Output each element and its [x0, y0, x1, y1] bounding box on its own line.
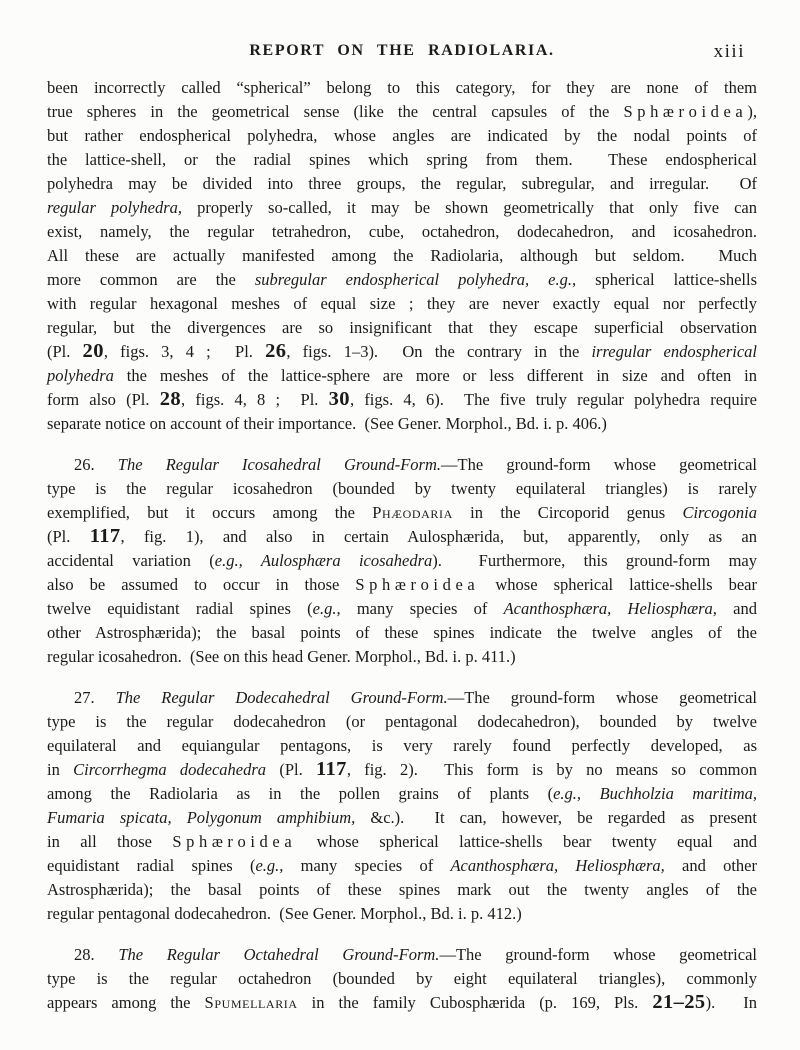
text-run: type is the regular octahedron (bounded by eight equilateral triangles), commonly	[47, 969, 757, 988]
text-line	[47, 268, 757, 292]
text-run: in	[47, 760, 74, 779]
text-line	[47, 621, 757, 645]
text-run: 28.	[74, 945, 119, 964]
text-run: appears among the	[47, 993, 205, 1012]
text-line	[47, 758, 757, 782]
text-line	[47, 220, 757, 244]
text-run: 26.	[74, 455, 118, 474]
text-run: with regular hexagonal meshes of equal size ; they are never exactly equal nor perfectly	[47, 294, 757, 313]
italic-text: Acanthosphæra, Heliosphæra,	[450, 856, 665, 875]
text-run: polyhedra may be divided into three groups, the regular, subregular, and irregular. Of	[47, 174, 757, 193]
text-run: form also (Pl.	[47, 390, 160, 409]
text-line	[47, 549, 757, 573]
text-line	[47, 597, 757, 621]
text-line	[47, 316, 757, 340]
text-line	[47, 501, 757, 525]
italic-text: The Regular Octahedral Ground-Form.	[118, 945, 440, 964]
plate-number: 21–25	[652, 991, 706, 1013]
italic-text: Circorrhegma dodecahedra	[73, 760, 267, 779]
text-line	[47, 902, 757, 926]
text-run: been incorrectly called “spherical” belong to this category, for they are none of them	[47, 78, 757, 97]
text-line	[47, 782, 757, 806]
text-run: accidental variation (	[47, 551, 215, 570]
italic-text: e.g., Buchholzia maritima,	[553, 784, 758, 803]
plate-number: 117	[89, 525, 121, 547]
plate-number: 117	[316, 758, 347, 780]
text-run: , figs. 4, 8 ; Pl.	[181, 390, 329, 409]
text-run: exist, namely, the regular tetrahedron, cube, octahedron, dodecahedron, and icosahedron.	[47, 222, 757, 241]
italic-text: Circogonia	[682, 503, 757, 522]
text-line	[47, 830, 757, 854]
text-line	[47, 525, 757, 549]
paragraph-27-dodecahedral-ground-form	[47, 686, 757, 926]
text-run: equidistant radial spines (	[47, 856, 256, 875]
text-line	[47, 991, 757, 1015]
text-line	[47, 573, 757, 597]
text-run: (Pl.	[47, 342, 83, 361]
text-run: properly so-called, it may be shown geometrically that only five can	[182, 198, 757, 217]
page-header	[47, 42, 757, 66]
small-caps-name: Spumellaria	[204, 993, 298, 1012]
text-line	[47, 100, 757, 124]
text-run: regular icosahedron. (See on this head Gener. Morphol., Bd. i. p. 411.)	[47, 647, 516, 666]
text-run: regular pentagonal dodecahedron. (See Gener. Morphol., Bd. i. p. 412.)	[47, 904, 522, 923]
italic-text: e.g.,	[255, 856, 284, 875]
letterspaced-name: Sphæroidea	[355, 575, 480, 594]
text-line	[47, 878, 757, 902]
running-title: REPORT ON THE RADIOLARIA.	[249, 42, 555, 59]
text-line	[47, 806, 757, 830]
text-run: All these are actually manifested among the Radiolaria, although but seldom. Much	[47, 246, 757, 265]
text-line	[47, 364, 757, 388]
text-run: and	[716, 599, 757, 618]
italic-text: e.g.,	[312, 599, 341, 618]
text-line	[47, 124, 757, 148]
text-run: , fig. 1), and also in certain Aulosphærida, but, apparently, only as an	[120, 527, 757, 546]
text-run: but rather endospherical polyhedra, whose angles are indicated by the nodal points of	[47, 126, 757, 145]
text-run: twelve equidistant radial spines (	[47, 599, 313, 618]
text-run: , fig. 2). This form is by no means so common	[346, 760, 757, 779]
text-run: exemplified, but it occurs among the	[47, 503, 373, 522]
text-run: spherical lattice-shells	[576, 270, 757, 289]
plate-number: 20	[82, 340, 104, 362]
text-run: among the Radiolaria as in the pollen grains of plants (	[47, 784, 554, 803]
text-run: separate notice on account of their importance. (See Gener. Morphol., Bd. i. p. 406.)	[47, 414, 607, 433]
text-line	[47, 412, 757, 436]
text-line	[47, 148, 757, 172]
text-run: &c.). It can, however, be regarded as present	[355, 808, 757, 827]
text-run: (Pl.	[266, 760, 316, 779]
text-run: in the family Cubosphærida (p. 169, Pls.	[297, 993, 653, 1012]
text-line	[47, 734, 757, 758]
text-run: type is the regular dodecahedron (or pentagonal dodecahedron), bounded by twelve	[47, 712, 757, 731]
plate-number: 30	[328, 388, 350, 410]
italic-text: irregular endospherical	[591, 342, 757, 361]
text-line	[47, 967, 757, 991]
text-line	[47, 686, 757, 710]
italic-text: The Regular Dodecahedral Ground-Form.	[115, 688, 448, 707]
letterspaced-name: Sphæroidea	[172, 832, 297, 851]
page-number: xiii	[713, 41, 745, 62]
italic-text: Acanthosphæra, Heliosphæra,	[503, 599, 717, 618]
text-run: in all those	[47, 832, 173, 851]
text-line	[47, 196, 757, 220]
text-line	[47, 340, 757, 364]
text-run: other Astrosphærida); the basal points of these spines indicate the twelve angles of the	[47, 623, 757, 642]
paragraph-26-icosahedral-ground-form	[47, 453, 757, 669]
small-caps-name: Phæodaria	[372, 503, 453, 522]
text-line	[47, 292, 757, 316]
text-run: 27.	[74, 688, 116, 707]
plate-number: 26	[265, 340, 287, 362]
text-line	[47, 76, 757, 100]
text-run: —The ground-form whose geometrical	[441, 455, 757, 474]
text-line	[47, 645, 757, 669]
paragraph-endospherical-polyhedra	[47, 76, 757, 436]
paragraph-28-octahedral-ground-form	[47, 943, 757, 1015]
text-run: —The ground-form whose geometrical	[439, 945, 757, 964]
text-line	[47, 453, 757, 477]
plate-number: 28	[159, 388, 182, 410]
text-run: ),	[747, 102, 757, 121]
text-run: in the Circoporid genus	[452, 503, 683, 522]
italic-text: polyhedra	[47, 366, 114, 385]
text-run: Astrosphærida); the basal points of these spines mark out the twenty angles of the	[47, 880, 757, 899]
italic-text: regular polyhedra,	[47, 198, 182, 217]
text-run: , figs. 4, 6). The five truly regular polyhedra require	[349, 390, 757, 409]
text-run: , figs. 3, 4 ; Pl.	[103, 342, 266, 361]
text-line	[47, 172, 757, 196]
text-line	[47, 854, 757, 878]
text-run: —The ground-form whose geometrical	[447, 688, 757, 707]
text-run: whose spherical lattice-shells bear	[479, 575, 757, 594]
text-run: many species of	[283, 856, 451, 875]
text-run: the lattice-shell, or the radial spines which spring from them. These endospherical	[47, 150, 757, 169]
italic-text: subregular endospherical polyhedra, e.g.,	[254, 270, 577, 289]
text-line	[47, 477, 757, 501]
text-run: equilateral and equiangular pentagons, is very rarely found perfectly developed, as	[47, 736, 757, 755]
italic-text: Fumaria spicata, Polygonum amphibium,	[47, 808, 356, 827]
page-body	[47, 76, 757, 1015]
text-run: the meshes of the lattice-sphere are more or less different in size and often in	[113, 366, 757, 385]
text-line	[47, 388, 757, 412]
text-run: ). In	[705, 993, 757, 1012]
italic-text: The Regular Icosahedral Ground-Form.	[117, 455, 442, 474]
text-run: also be assumed to occur in those	[47, 575, 356, 594]
text-run: type is the regular icosahedron (bounded by twenty equilateral triangles) is rarely	[47, 479, 757, 498]
letterspaced-name: Sphæroidea	[623, 102, 748, 121]
text-run: more common are the	[47, 270, 255, 289]
text-line	[47, 710, 757, 734]
text-run: whose spherical lattice-shells bear twenty equal and	[296, 832, 757, 851]
text-line	[47, 244, 757, 268]
text-line	[47, 943, 757, 967]
text-run: (Pl.	[47, 527, 90, 546]
text-run: and other	[664, 856, 757, 875]
text-run: many species of	[340, 599, 504, 618]
italic-text: e.g., Aulosphæra icosahedra	[214, 551, 433, 570]
text-run: ). Furthermore, this ground-form may	[432, 551, 757, 570]
text-run: , figs. 1–3). On the contrary in the	[286, 342, 592, 361]
text-run: regular, but the divergences are so insignificant that they escape superficial observation	[47, 318, 757, 337]
text-run: true spheres in the geometrical sense (like the central capsules of the	[47, 102, 624, 121]
